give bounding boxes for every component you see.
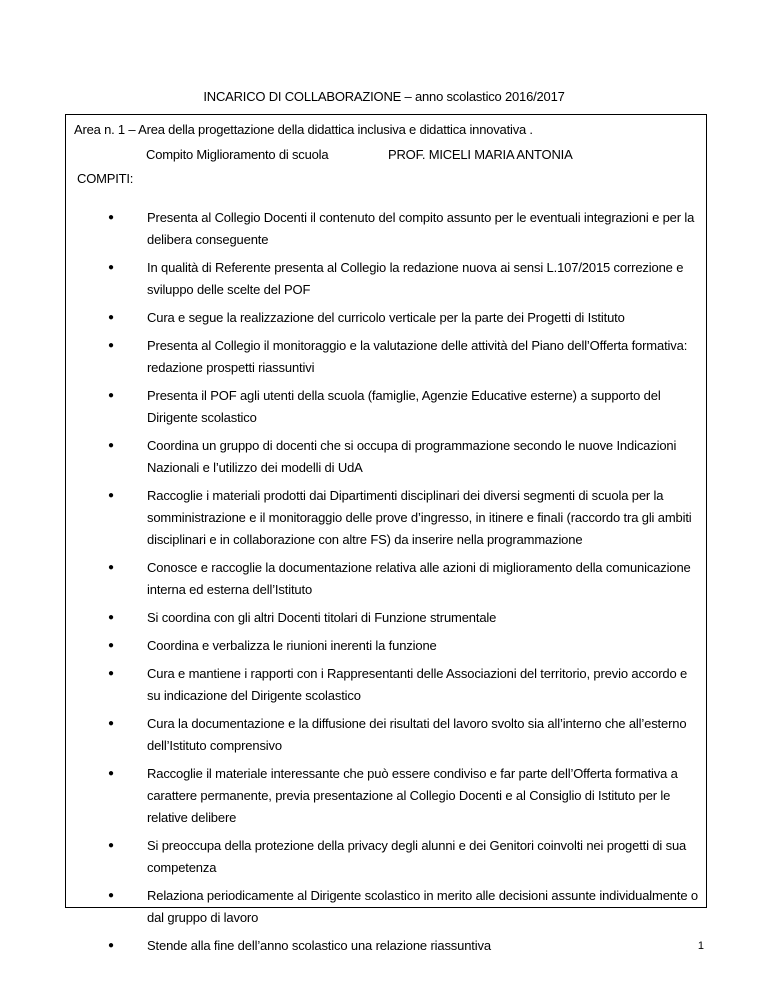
bullet-icon: ●: [108, 768, 114, 779]
bullet-icon: ●: [108, 668, 114, 679]
list-item: ● Relaziona periodicamente al Dirigente scolastico in merito alle decisioni assunte individualmente o dal gruppo di lavoro: [66, 885, 706, 929]
bullet-icon: ●: [108, 440, 114, 451]
list-item: ● Coordina un gruppo di docenti che si occupa di programmazione secondo le nuove Indicazioni Nazionali e l’utilizzo dei modelli di UdA: [66, 435, 706, 479]
list-item: ● Si preoccupa della protezione della privacy degli alunni e dei Genitori coinvolti nei progetti di sua competenza: [66, 835, 706, 879]
list-item: ● Conosce e raccoglie la documentazione relativa alle azioni di miglioramento della comunicazione interna ed esterna dell’Istituto: [66, 557, 706, 601]
list-item: ● Stende alla fine dell’anno scolastico una relazione riassuntiva: [66, 935, 706, 957]
bullet-icon: ●: [108, 490, 114, 501]
list-item: ● Raccoglie il materiale interessante che può essere condiviso e far parte dell’Offerta formativa a carattere permanente, previa presentazione al Collegio Docenti e al Consiglio di Istituto per le relative delibere: [66, 763, 706, 829]
list-item: ● Cura e segue la realizzazione del curricolo verticale per la parte dei Progetti di Istituto: [66, 307, 706, 329]
bullet-icon: ●: [108, 212, 114, 223]
bullet-icon: ●: [108, 940, 114, 951]
bullet-icon: ●: [108, 312, 114, 323]
list-item: ● Presenta il POF agli utenti della scuola (famiglie, Agenzie Educative esterne) a supporto del Dirigente scolastico: [66, 385, 706, 429]
task-list: [66, 207, 706, 963]
list-item: ● Raccoglie i materiali prodotti dai Dipartimenti disciplinari dei diversi segmenti di scuola per la somministrazione e il monitoraggio delle prove d’ingresso, in itinere e finali (raccordo tra gli ambiti disciplinari e in collaborazione con altre FS) da inserire nella programmazione: [66, 485, 706, 551]
list-item: ● Coordina e verbalizza le riunioni inerenti la funzione: [66, 635, 706, 657]
teacher-name: PROF. MICELI MARIA ANTONIA: [388, 147, 573, 162]
bullet-icon: ●: [108, 262, 114, 273]
list-item: ● Presenta al Collegio il monitoraggio e la valutazione delle attività del Piano dell’Offerta formativa: redazione prospetti riassuntivi: [66, 335, 706, 379]
list-item: ● Si coordina con gli altri Docenti titolari di Funzione strumentale: [66, 607, 706, 629]
bullet-icon: ●: [108, 840, 114, 851]
page-number: 1: [697, 940, 704, 952]
area-title: Area n. 1 – Area della progettazione della didattica inclusiva e didattica innovativa .: [74, 122, 533, 137]
bullet-icon: ●: [108, 390, 114, 401]
bullet-icon: ●: [108, 640, 114, 651]
page-title: INCARICO DI COLLABORAZIONE – anno scolastico 2016/2017: [203, 89, 565, 104]
content-box: [65, 114, 707, 953]
list-item: ● Cura e mantiene i rapporti con i Rappresentanti delle Associazioni del territorio, previo accordo e su indicazione del Dirigente scolastico: [66, 663, 706, 707]
bullet-icon: ●: [108, 562, 114, 573]
bullet-icon: ●: [108, 718, 114, 729]
compito-label: Compito Miglioramento di scuola: [146, 147, 329, 162]
list-item: ● Presenta al Collegio Docenti il contenuto del compito assunto per le eventuali integrazioni e per la delibera conseguente: [66, 207, 706, 251]
compiti-heading: COMPITI:: [77, 171, 134, 186]
list-item: ● In qualità di Referente presenta al Collegio la redazione nuova ai sensi L.107/2015 correzione e sviluppo delle scelte del POF: [66, 257, 706, 301]
bullet-icon: ●: [108, 612, 114, 623]
bullet-icon: ●: [108, 890, 114, 901]
bullet-icon: ●: [108, 340, 114, 351]
list-item: ● Cura la documentazione e la diffusione dei risultati del lavoro svolto sia all’interno che all’esterno dell’Istituto comprensivo: [66, 713, 706, 757]
